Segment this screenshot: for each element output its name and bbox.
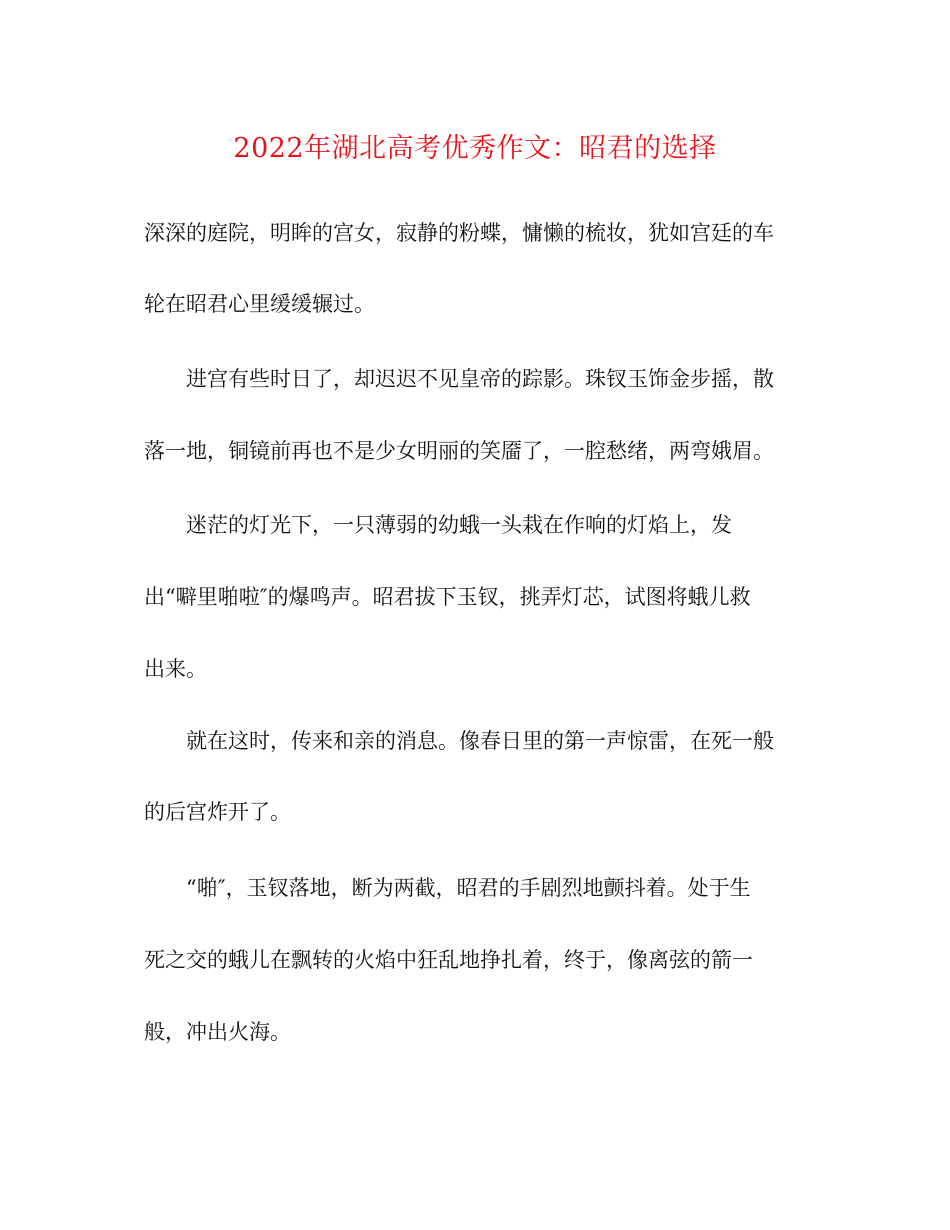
paragraph-line-1: 深深的庭院，明眸的宫女，寂静的粉蝶，慵懒的梳妆，犹如宫廷的车 <box>144 221 774 245</box>
paragraph-line-11: 死之交的蛾儿在飘转的火焰中狂乱地挣扎着，终于，像离弦的箭一 <box>144 948 753 972</box>
paragraph-line-7: 出来。 <box>144 657 207 681</box>
paragraph-line-4: 落一地，铜镜前再也不是少女明丽的笑靥了，一腔愁绪，两弯娥眉。 <box>144 439 774 463</box>
paragraph-line-2: 轮在昭君心里缓缓辗过。 <box>144 292 375 316</box>
paragraph-line-3: 进宫有些时日了，却迟迟不见皇帝的踪影。珠钗玉饰金步摇，散 <box>186 367 774 391</box>
paragraph-line-10: “啪″，玉钗落地，断为两截，昭君的手剧烈地颤抖着。处于生 <box>186 876 751 900</box>
document-title: 2022年湖北高考优秀作文：昭君的选择 <box>233 133 717 164</box>
paragraph-line-12: 般，冲出火海。 <box>144 1020 291 1044</box>
paragraph-line-8: 就在这时，传来和亲的消息。像春日里的第一声惊雷，在死一般 <box>186 729 774 753</box>
paragraph-line-5: 迷茫的灯光下，一只薄弱的幼蛾一头栽在作响的灯焰上，发 <box>186 513 732 537</box>
paragraph-line-9: 的后宫炸开了。 <box>144 800 291 824</box>
paragraph-line-6: 出“噼里啪啦″的爆鸣声。昭君拔下玉钗，挑弄灯芯，试图将蛾儿救 <box>144 585 751 609</box>
